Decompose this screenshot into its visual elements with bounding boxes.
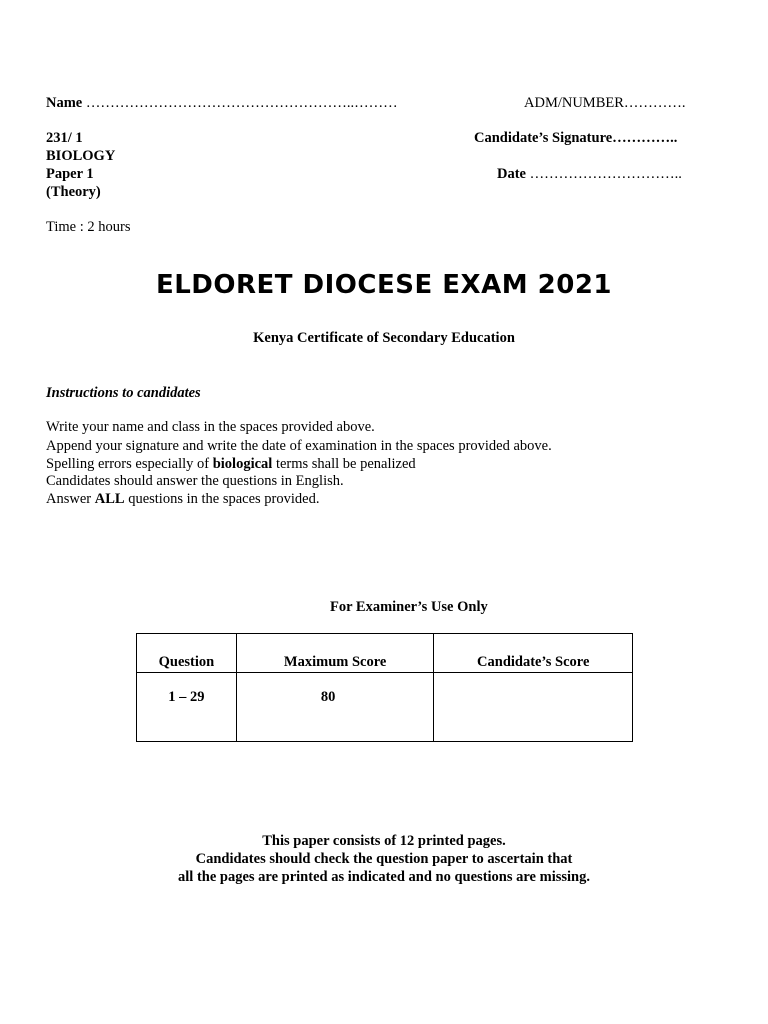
instruction-text: Spelling errors especially of [46,456,213,472]
examiner-heading: For Examiner’s Use Only [330,599,488,615]
instruction-line: Candidates should answer the questions in English. [46,473,344,489]
instruction-text: terms shall be penalized [272,456,416,472]
exam-time: Time : 2 hours [46,219,131,235]
footer-line: all the pages are printed as indicated and no questions are missing. [178,869,590,885]
instruction-line: Write your name and class in the spaces provided above. [46,419,375,435]
footer-note [0,832,768,886]
signature-field: Candidate’s Signature………….. [474,130,678,146]
examiner-score-table [136,633,633,742]
instruction-text: questions in the spaces provided. [124,491,320,507]
column-header: Candidate’s Score [434,634,633,673]
instruction-emphasis: ALL [94,491,125,507]
table-header-row [137,634,633,673]
instructions-heading: Instructions to candidates [46,385,201,401]
instruction-line [46,455,416,473]
date-label: Date [497,166,526,182]
candidate-score-cell [434,673,633,742]
adm-number-field: ADM/NUMBER…………. [524,95,686,111]
instruction-line [46,490,319,508]
instruction-line: Append your signature and write the date of examination in the spaces provided above. [46,438,552,454]
date-field [497,165,682,183]
name-field [46,94,398,112]
footer-line: Candidates should check the question paper to ascertain that [195,851,573,867]
exam-title: ELDORET DIOCESE EXAM 2021 [155,270,613,300]
subject-name: BIOLOGY [46,148,116,164]
name-label: Name [46,95,83,111]
instruction-emphasis: biological [212,456,273,472]
question-range-cell: 1 – 29 [137,673,237,742]
footer-line: This paper consists of 12 printed pages. [262,833,506,849]
date-dots: ………………………….. [526,166,682,182]
exam-subtitle: Kenya Certificate of Secondary Education [253,330,515,346]
paper-code: 231/ 1 [46,130,83,146]
column-header: Question [137,634,237,673]
table-row [137,673,633,742]
paper-number: Paper 1 [46,166,94,182]
paper-type: (Theory) [46,184,101,200]
column-header: Maximum Score [236,634,434,673]
instruction-text: Answer [46,491,95,507]
name-dots: ………………………………………………..……… [82,95,398,111]
max-score-cell: 80 [236,673,434,742]
